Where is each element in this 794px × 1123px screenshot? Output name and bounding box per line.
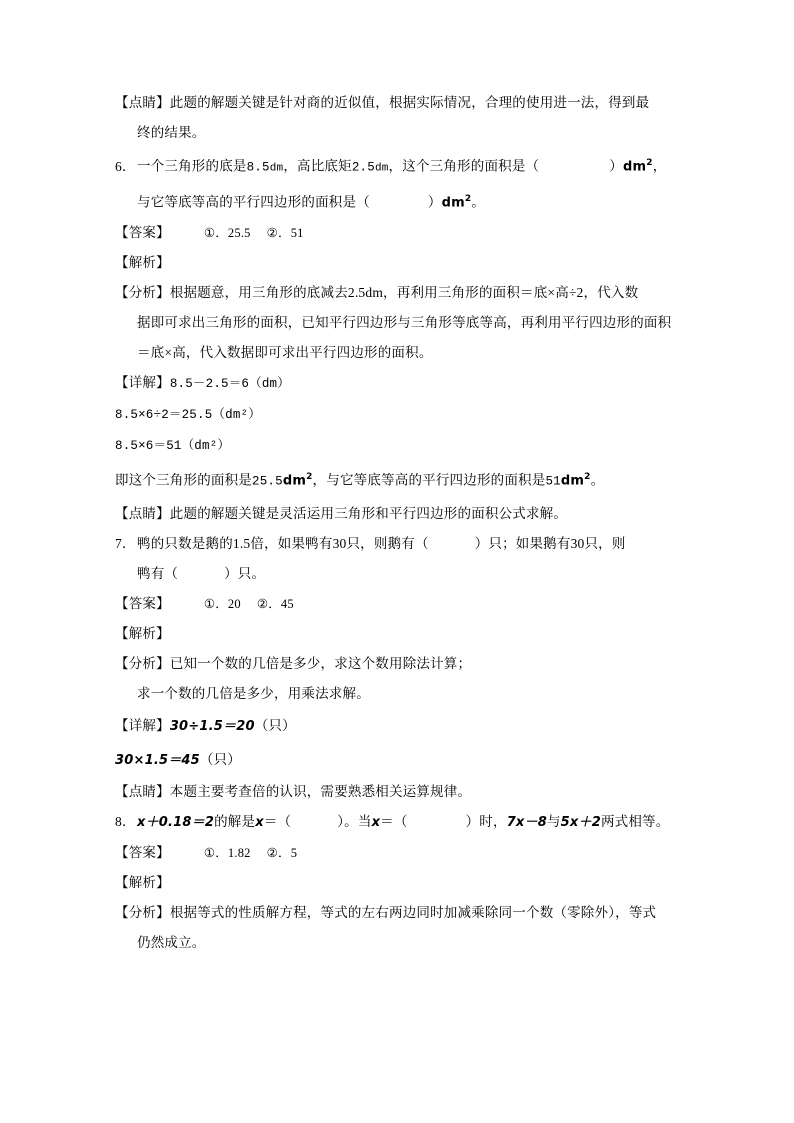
explain-label: 【解析】 [115,874,170,890]
detail-line [115,399,679,430]
answer-item-1: ①．1.82 [203,845,251,860]
analysis-line: 求一个数的几倍是多少，用乘法求解。 [137,685,370,701]
detail-equation-1-tail: （只） [254,717,296,733]
answer-item-1: ①．25.5 [203,226,251,240]
question-6 [115,148,679,218]
question-7-line-1 [115,529,679,559]
analysis-line: 据即可求出三角形的面积，已知平行四边形与三角形等底等高，再利用平行四边形的面积 [137,315,672,330]
analysis-text: 已知一个数的几倍是多少，求这个数用除法计算； [169,655,472,671]
q6-text-b: ，高比底矩 [283,158,352,174]
q6-unit-sup-2: 2 [464,193,472,204]
question-7-line-2 [115,559,679,589]
answer-item-2: ②．51 [266,226,304,240]
q8-text-c: ）。当 [337,813,372,829]
detail-line [115,368,679,399]
conclusion-value-1: 25.5 [252,474,283,489]
conclusion-unit-sup-1: 2 [306,472,313,482]
detail-line [115,709,679,743]
q8-text-d: ＝（ [380,813,408,829]
analysis-line [115,278,679,308]
q8-text-g: 两式相等。 [600,813,670,829]
q6-unit-dm-2: dm [374,162,389,175]
question-6-explain-label [115,248,679,278]
question-7-detail [115,709,679,777]
q6-text-g: ） [427,194,442,209]
q8-expression-2: 5x＋2 [560,814,601,830]
q6-unit-dm-bold-2: dm [441,195,465,210]
conclusion-unit-2: dm [560,473,585,489]
question-6-line-1 [115,148,679,184]
q6-text-d: ） [609,158,623,174]
analysis-line: 仍然成立。 [137,934,206,950]
q6-value-base: 8.5 [246,160,270,175]
q7-text-a: 鸭的只数是鹅的1.5倍，如果鸭有30只，则鹅有（ [137,535,429,551]
explain-label: 【解析】 [115,255,170,270]
conclusion-text-c: 。 [590,472,605,488]
detail-equation: 8.5×6＝51（dm²） [115,439,231,453]
q6-text-e: ， [652,158,667,174]
q8-text-a: 的解是 [214,813,256,829]
q6-value-diff: 2.5 [351,160,375,175]
analysis-text: 根据等式的性质解方程，等式的左右两边同时加减乘除同一个数（零除外），等式 [169,904,657,920]
analysis-label: 【分析】 [115,285,170,300]
q8-var-x-1: x [255,814,264,830]
question-6-detail [115,368,679,461]
detail-equation-1: 30÷1.5＝20 [169,718,255,734]
question-8-analysis [115,898,679,958]
conclusion-unit-1: dm [282,473,307,489]
note-line: 【点睛】此题的解题关键是针对商的近似值，根据实际情况，合理的使用进一法，得到最 [115,95,650,110]
analysis-label: 【分析】 [115,904,170,920]
q8-text-f: 与 [546,813,561,829]
question-8-answer [115,838,679,868]
note-block [115,88,679,148]
answer-label: 【答案】 [115,595,170,611]
detail-label: 【详解】 [115,375,170,390]
conclusion-text-b: ，与它等底等高的平行四边形的面积是 [312,472,546,488]
q6-text-c: ，这个三角形的面积是（ [388,158,540,174]
answer-item-1: ①．20 [203,596,241,611]
question-6-conclusion [115,461,679,499]
question-6-line-2 [115,184,679,219]
detail-equation-2: 30×1.5＝45 [115,752,200,768]
question-6-note: 【点睛】此题的解题关键是灵活运用三角形和平行四边形的面积公式求解。 [115,505,568,521]
analysis-text: 根据题意，用三角形的底减去2.5dm，再利用三角形的面积＝底×高÷2，代入数 [169,285,639,300]
question-7-note: 【点睛】本题主要考查倍的认识，需要熟悉相关运算规律。 [115,783,472,799]
q6-unit-dm: dm [269,162,284,175]
question-6-number: 6． [115,158,136,174]
answer-item-2: ②．45 [256,596,294,611]
q7-text-d: ）只。 [224,565,266,581]
q8-expression-1: 7x－8 [506,814,547,830]
question-7-answer [115,589,679,619]
q6-unit-sup: 2 [646,158,653,168]
question-8-number: 8． [115,813,136,829]
detail-equation: 8.5－2.5＝6（dm） [169,377,290,391]
conclusion-unit-sup-2: 2 [584,472,591,482]
question-8-explain-label [115,868,679,898]
detail-equation: 8.5×6÷2＝25.5（dm²） [115,408,261,422]
explain-label: 【解析】 [115,625,170,641]
note-line: 终的结果。 [137,125,206,140]
answer-label: 【答案】 [115,225,170,240]
question-8-line-1 [115,807,679,838]
question-7-analysis [115,649,679,709]
detail-equation-2-tail: （只） [199,751,242,767]
question-7 [115,529,679,589]
detail-line [115,430,679,461]
detail-label: 【详解】 [115,717,170,733]
q6-text-h: 。 [471,194,486,209]
q6-unit-dm-bold: dm [622,159,647,175]
question-7-number: 7． [115,535,136,551]
analysis-line: ＝底×高，代入数据即可求出平行四边形的面积。 [137,345,433,360]
conclusion-text-a: 即这个三角形的面积是 [115,472,252,488]
question-6-answer [115,218,679,248]
q8-text-b: ＝（ [263,813,292,829]
q8-equation-1: x＋0.18＝2 [137,814,215,830]
analysis-label: 【分析】 [115,655,170,671]
analysis-line [115,649,679,679]
question-6-analysis [115,278,679,368]
q8-var-x-2: x [371,814,381,830]
answer-item-2: ②．5 [266,845,298,860]
detail-line [115,743,679,777]
q6-text-f: 与它等底等高的平行四边形的面积是（ [137,194,370,209]
question-7-explain-label [115,619,679,649]
q8-text-e: ）时， [465,813,507,829]
answer-label: 【答案】 [115,844,170,860]
analysis-line [115,898,679,928]
q6-text-a: 一个三角形的底是 [137,158,247,174]
q7-text-c: 鸭有（ [137,565,179,581]
conclusion-value-2: 51 [545,474,561,489]
q7-text-b: ）只；如果鹅有30只，则 [474,535,626,551]
